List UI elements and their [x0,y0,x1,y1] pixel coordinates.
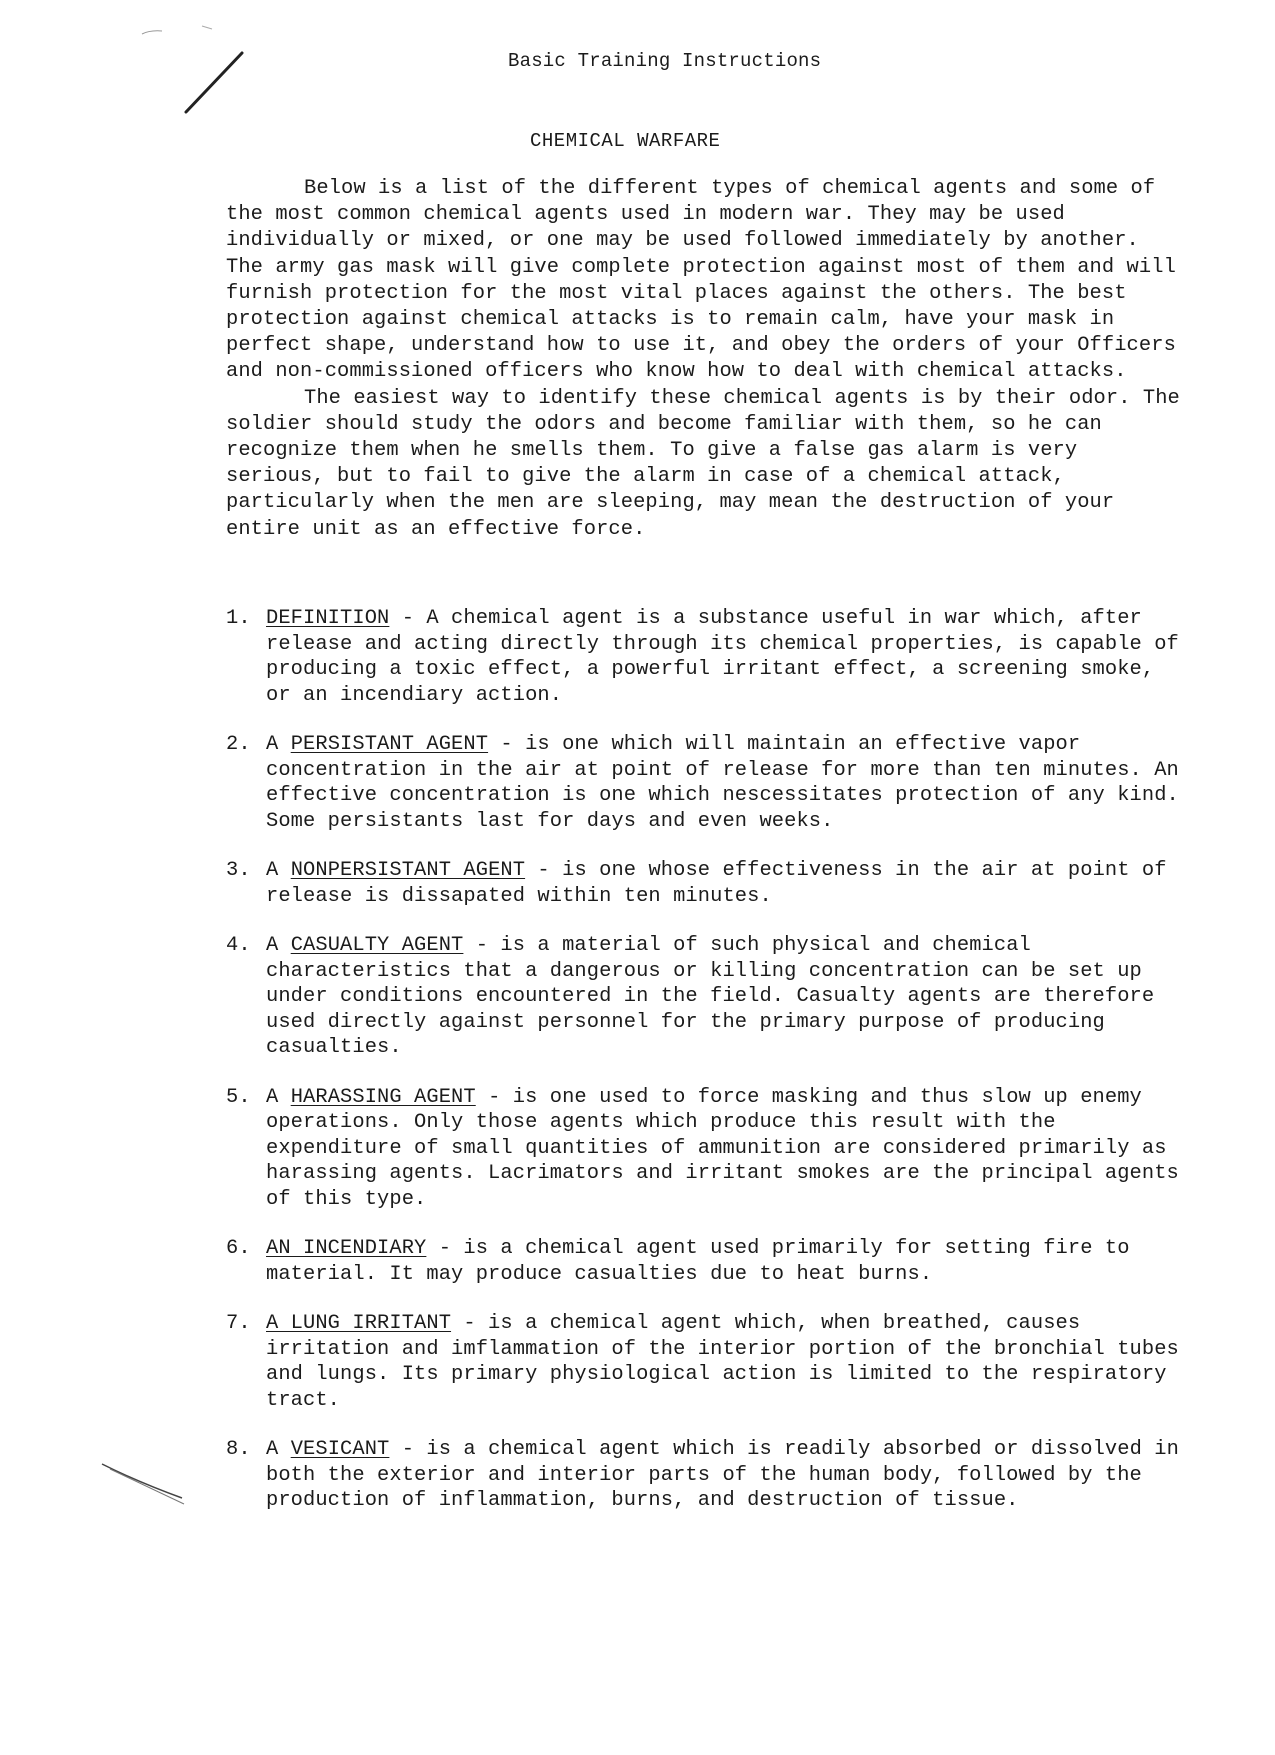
definition-text: - is a chemical agent used primarily for setting fire to material. It may produce casualties due to heat burns. [266,1237,1130,1286]
definition-item [226,1311,1186,1413]
pen-stroke-mark [180,50,250,115]
definition-term: VESICANT [290,1438,390,1461]
definition-item [226,1236,1186,1287]
document-header: Basic Training Instructions [508,50,822,72]
intro-paragraph: The easiest way to identify these chemical agents is by their odor. The soldier should study the odors and become familiar with them, so he can recognize them when he smells them. To give a false gas alarm is very serious, but to fail to give the alarm in case of a chemical attack, particularly when the men are sleeping, may mean the destruction of your entire unit as an effective force. [226,386,1180,541]
definition-term: DEFINITION [266,607,390,630]
definition-prefix: A [266,733,291,756]
definition-term: AN INCENDIARY [266,1237,427,1260]
definition-text: - is a chemical agent which is readily absorbed or dissolved in both the exterior and interior parts of the human body, followed by the production of inflammation, burns, and destruction of tissue. [266,1438,1179,1512]
definition-item [226,933,1186,1061]
pen-stroke-mark [98,1460,188,1510]
definition-text: - is one whose effectiveness in the air at point of release is dissapated within ten minutes. [266,859,1167,908]
definition-term: NONPERSISTANT AGENT [290,859,526,882]
definition-prefix: A [266,859,291,882]
definition-text: - A chemical agent is a substance useful in war which, after release and acting directly through its chemical properties, is capable of producing a toxic effect, a powerful irritant effect, a screening smoke, or an incendiary action. [266,607,1179,707]
definitions-list [226,606,1186,1538]
definition-term: CASUALTY AGENT [290,934,464,957]
intro-section [226,176,1186,543]
definition-prefix: A [266,1438,291,1461]
definition-prefix: A [266,934,291,957]
definition-text: - is a material of such physical and chemical characteristics that a dangerous or killing concentration can be set up under conditions encountered in the field. Casualty agents are therefore used directly against personnel for the primary purpose of producing casualties. [266,934,1155,1059]
definition-text: - is one used to force masking and thus slow up enemy operations. Only those agents which produce this result with the expenditure of small quantities of ammunition are considered primarily as harassing agents. Lacrimators and irritant smokes are the principal agents of this type. [266,1085,1179,1211]
definition-item [226,606,1186,708]
document-title: CHEMICAL WARFARE [530,130,721,152]
definition-number: 3. [226,859,251,882]
definition-text: - is a chemical agent which, when breathed, causes irritation and imflammation of the interior portion of the bronchial tubes and lungs. Its primary physiological action is limited to the respiratory tract. [266,1312,1179,1412]
intro-paragraph: Below is a list of the different types of chemical agents and some of the most common chemical agents used in modern war. They may be used individually or mixed, or one may be used followed immediately by another. The army gas mask will give complete protection against most of them and will furnish protection for the most vital places against the others. The best protection against chemical attacks is to remain calm, have your mask in perfect shape, understand how to use it, and obey the orders of your Officers and non-commissioned officers who know how to deal with chemical attacks. [226,177,1176,384]
definition-text: - is one which will maintain an effective vapor concentration in the air at point of release for more than ten minutes. An effective concentration is one which nescessitates protection of any kind. Some persistants last for days and even weeks. [266,733,1179,833]
definition-number: 4. [226,934,251,957]
definition-term: PERSISTANT AGENT [290,733,489,756]
definition-number: 8. [226,1438,251,1461]
definition-number: 7. [226,1312,251,1335]
definition-item [226,1085,1186,1213]
definition-item [226,732,1186,834]
definition-item [226,858,1186,909]
definition-number: 6. [226,1237,251,1260]
definition-prefix: A [266,1085,291,1109]
scan-speck-mark [140,22,240,42]
definition-number: 1. [226,607,251,630]
definition-number: 2. [226,733,251,756]
definition-number: 5. [226,1085,251,1109]
definition-term: A LUNG IRRITANT [266,1312,452,1335]
definition-item [226,1437,1186,1514]
definition-term: HARASSING AGENT [290,1085,476,1109]
